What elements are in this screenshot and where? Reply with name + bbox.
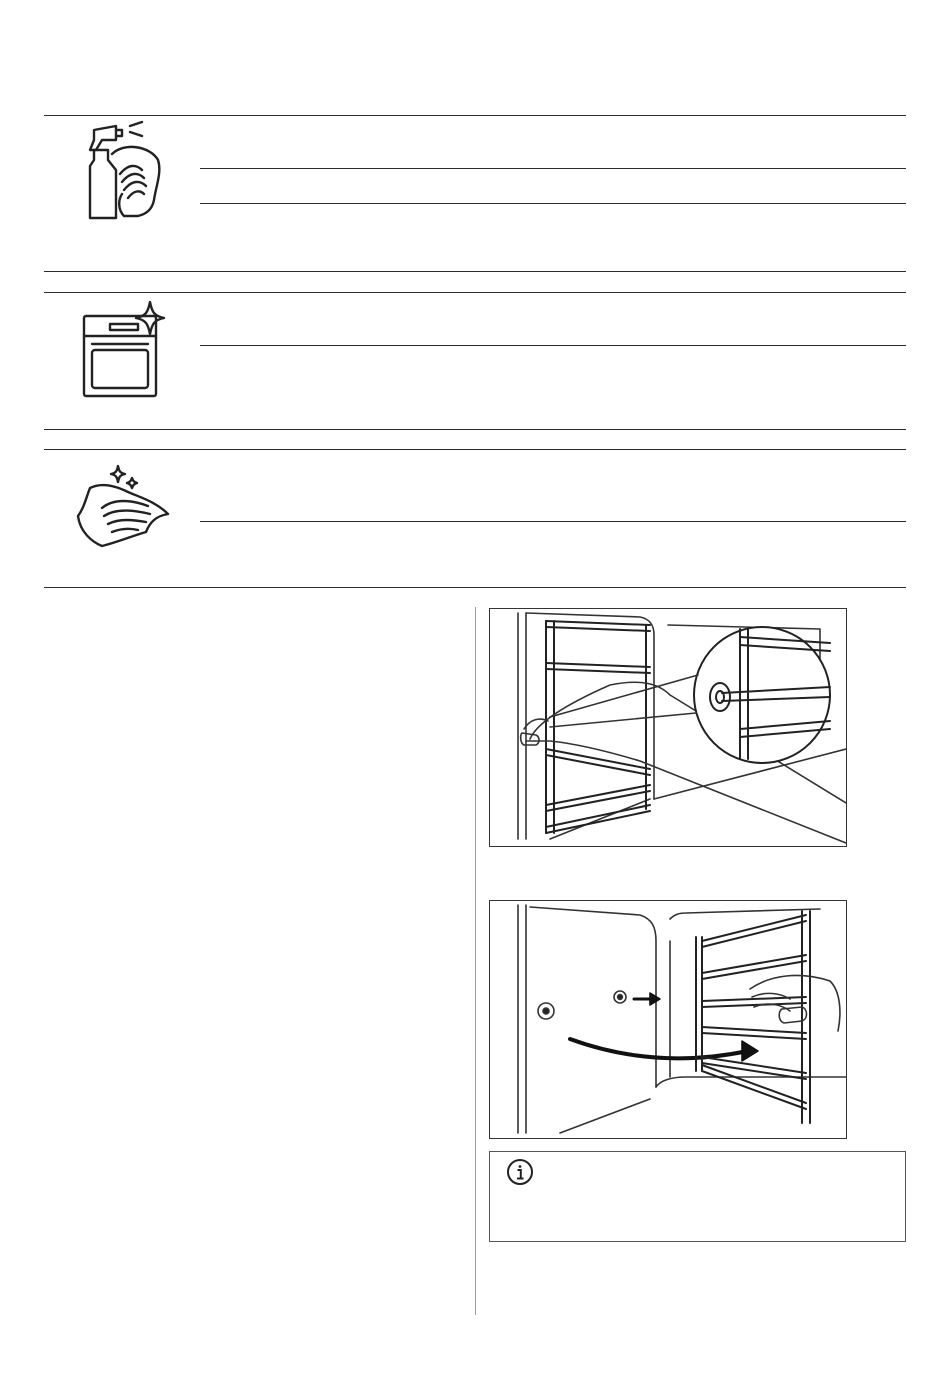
table-top-rule [44,115,906,116]
section-rule [44,292,906,293]
install-shelf-support-figure [489,900,847,1139]
row-rule [200,203,906,204]
table-bottom-rule [44,587,906,588]
spray-cloth-icon [72,120,172,225]
oven-sparkle-icon [78,298,170,402]
cloth-hand-sparkle-icon [72,462,172,550]
row-rule [200,345,906,346]
column-divider [475,607,476,1315]
row-rule [200,168,906,169]
section-rule [44,271,906,272]
row-rule [200,521,906,522]
info-note [489,1151,906,1242]
section-rule [44,449,906,450]
section-rule [44,429,906,430]
info-icon [506,1158,534,1186]
remove-shelf-support-figure [489,608,847,847]
